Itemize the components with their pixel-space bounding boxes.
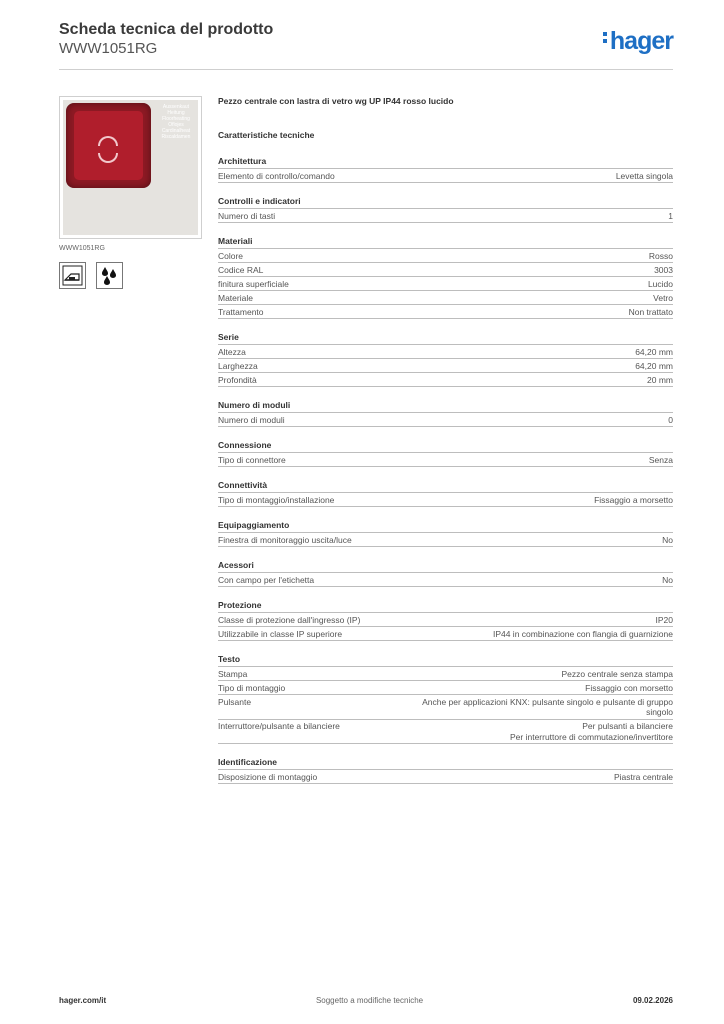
spec-value	[635, 361, 673, 372]
spec-row	[218, 249, 673, 263]
spec-row	[218, 453, 673, 467]
spec-value	[668, 211, 673, 222]
spec-value	[493, 629, 673, 640]
packaging-text-line: Floorheating	[162, 116, 190, 122]
footer-note: Soggetto a modifiche tecniche	[315, 996, 424, 1005]
spec-value	[668, 415, 673, 426]
spec-value-line: Per pulsanti a bilanciere	[582, 721, 673, 731]
spec-section	[218, 600, 673, 641]
spec-label: Tipo di connettore	[218, 454, 286, 465]
packaging-text	[155, 104, 197, 140]
product-photo	[63, 100, 198, 235]
section-title: Equipaggiamento	[218, 520, 673, 533]
spec-label: Trattamento	[218, 306, 264, 317]
spec-value-line: Non trattato	[628, 306, 673, 317]
packaging-text-line: Oflojes	[168, 122, 184, 128]
spec-value	[635, 347, 673, 358]
packaging-text-line: Aussenkaut	[162, 104, 190, 110]
page-title: Scheda tecnica del prodotto	[59, 21, 274, 38]
section-title: Numero di moduli	[218, 400, 673, 413]
spec-row	[218, 305, 673, 319]
spec-row	[218, 263, 673, 277]
page-header	[59, 20, 673, 70]
image-caption: WWW1051RG	[59, 245, 105, 252]
spec-value-line: 64,20 mm	[635, 360, 673, 371]
spec-value	[629, 307, 673, 318]
spec-value-line: Lucido	[647, 278, 673, 289]
product-description: Pezzo centrale con lastra di vetro wg UP IP44 rosso lucido	[218, 96, 454, 106]
spec-row	[218, 345, 673, 359]
spec-value	[585, 683, 673, 694]
spec-value-line: 20 mm	[647, 374, 673, 385]
hager-logo	[603, 26, 673, 56]
packaging-text-line: Heitung	[167, 110, 185, 116]
spec-value	[662, 535, 673, 546]
spec-label: Utilizzabile in classe IP superiore	[218, 628, 343, 639]
section-title: Controlli e indicatori	[218, 196, 673, 209]
spec-value-line: 0	[668, 414, 673, 425]
spec-label: Codice RAL	[218, 264, 264, 275]
spec-sections	[218, 156, 673, 784]
spec-row	[218, 533, 673, 547]
page-footer	[59, 996, 673, 1005]
spec-value	[510, 721, 673, 742]
spec-row	[218, 169, 673, 183]
spec-value	[561, 669, 673, 680]
spec-row	[218, 209, 673, 223]
spec-value	[648, 279, 673, 290]
flush-mount-icon	[59, 262, 86, 289]
spec-value	[654, 265, 673, 276]
spec-row	[218, 720, 673, 745]
section-title: Materiali	[218, 236, 673, 249]
spec-value-line: Senza	[648, 454, 673, 465]
spec-label: Classe di protezione dall'ingresso (IP)	[218, 614, 361, 625]
section-title: Architettura	[218, 156, 673, 169]
logo-text: hager	[609, 27, 673, 55]
spec-row	[218, 613, 673, 627]
section-title: Connettività	[218, 480, 673, 493]
spec-label: Numero di moduli	[218, 414, 285, 425]
spec-value	[614, 772, 673, 783]
spec-value	[649, 455, 673, 466]
spec-value-line: Vetro	[653, 292, 673, 303]
spec-section	[218, 236, 673, 319]
spec-label: Elemento di controllo/comando	[218, 170, 335, 181]
spec-value	[656, 615, 674, 626]
spec-section	[218, 757, 673, 784]
spec-label: finitura superficiale	[218, 278, 289, 289]
section-title: Identificazione	[218, 757, 673, 770]
spec-label: Numero di tasti	[218, 210, 276, 221]
spec-row	[218, 359, 673, 373]
spec-value-line: Fissaggio con morsetto	[585, 682, 673, 693]
spec-value-line: IP20	[655, 614, 673, 625]
spec-label: Interruttore/pulsante a bilanciere	[218, 721, 340, 731]
spec-value	[647, 375, 673, 386]
footer-date: 09.02.2026	[632, 996, 673, 1005]
spec-section	[218, 332, 673, 387]
spec-value-line: Rosso	[648, 250, 673, 261]
packaging-text-line: Cardinalheat	[161, 128, 191, 134]
spec-value	[616, 171, 673, 182]
spec-section	[218, 654, 673, 744]
spec-label: Finestra di monitoraggio uscita/luce	[218, 534, 352, 545]
spec-value	[422, 697, 673, 718]
spec-value-line: singolo	[646, 707, 673, 717]
spec-section	[218, 400, 673, 427]
section-title: Testo	[218, 654, 673, 667]
spec-section	[218, 560, 673, 587]
spec-label: Stampa	[218, 668, 248, 679]
rocker-top-arc-icon	[98, 136, 118, 146]
spec-column	[218, 96, 673, 797]
spec-label: Disposizione di montaggio	[218, 771, 318, 782]
rocker-bottom-arc-icon	[98, 153, 118, 163]
spec-row	[218, 695, 673, 720]
section-title: Connessione	[218, 440, 673, 453]
spec-label: Pulsante	[218, 696, 252, 707]
spec-row	[218, 277, 673, 291]
spec-label: Tipo di montaggio/installazione	[218, 494, 335, 505]
product-code: WWW1051RG	[59, 40, 158, 57]
spec-value-line: 3003	[654, 264, 673, 275]
spec-row	[218, 573, 673, 587]
spec-value	[653, 293, 673, 304]
spec-row	[218, 770, 673, 784]
spec-row	[218, 493, 673, 507]
spec-label: Colore	[218, 250, 244, 261]
packaging-text-line: Riscaldamen	[161, 134, 191, 140]
spec-section	[218, 480, 673, 507]
spec-row	[218, 373, 673, 387]
logo-dots-icon	[603, 29, 609, 46]
section-title: Serie	[218, 332, 673, 345]
spec-section	[218, 196, 673, 223]
spec-row	[218, 667, 673, 681]
spec-row	[218, 413, 673, 427]
spec-value-line: Per interruttore di commutazione/invertitore	[510, 731, 673, 742]
footer-website-link[interactable]: hager.com/it	[59, 996, 107, 1005]
spec-value-line: Piastra centrale	[613, 771, 673, 782]
feature-icons	[59, 262, 202, 289]
section-title: Protezione	[218, 600, 673, 613]
spec-label: Profondità	[218, 374, 257, 385]
spec-section	[218, 440, 673, 467]
spec-row	[218, 681, 673, 695]
section-title: Acessori	[218, 560, 673, 573]
spec-label: Con campo per l'etichetta	[218, 574, 315, 585]
red-glass-plate	[66, 103, 151, 188]
product-image	[59, 96, 202, 239]
spec-value-line: 64,20 mm	[635, 346, 673, 357]
spec-row	[218, 627, 673, 641]
spec-value	[649, 251, 673, 262]
spec-value-line: No	[662, 574, 673, 585]
spec-value-line: 1	[668, 210, 673, 221]
spec-value-line: Pezzo centrale senza stampa	[561, 668, 673, 679]
spec-label: Altezza	[218, 346, 246, 357]
product-media-column	[59, 96, 202, 289]
spec-label: Tipo di montaggio	[218, 682, 286, 693]
glass-surface	[74, 111, 143, 180]
spec-value-line: Fissaggio a morsetto	[594, 494, 673, 505]
spec-section	[218, 520, 673, 547]
spec-label: Larghezza	[218, 360, 258, 371]
spec-value	[594, 495, 673, 506]
spec-value-line: Levetta singola	[615, 170, 673, 181]
spec-value-line: No	[662, 534, 673, 545]
spec-value-line: IP44 in combinazione con flangia di guarnizione	[492, 628, 673, 639]
spec-label: Materiale	[218, 292, 253, 303]
water-drops-icon	[96, 262, 123, 289]
spec-value	[662, 575, 673, 586]
spec-row	[218, 291, 673, 305]
spec-section	[218, 156, 673, 183]
specs-heading: Caratteristiche tecniche	[218, 130, 315, 140]
spec-value-line: Anche per applicazioni KNX: pulsante singolo e pulsante di gruppo	[422, 696, 673, 707]
